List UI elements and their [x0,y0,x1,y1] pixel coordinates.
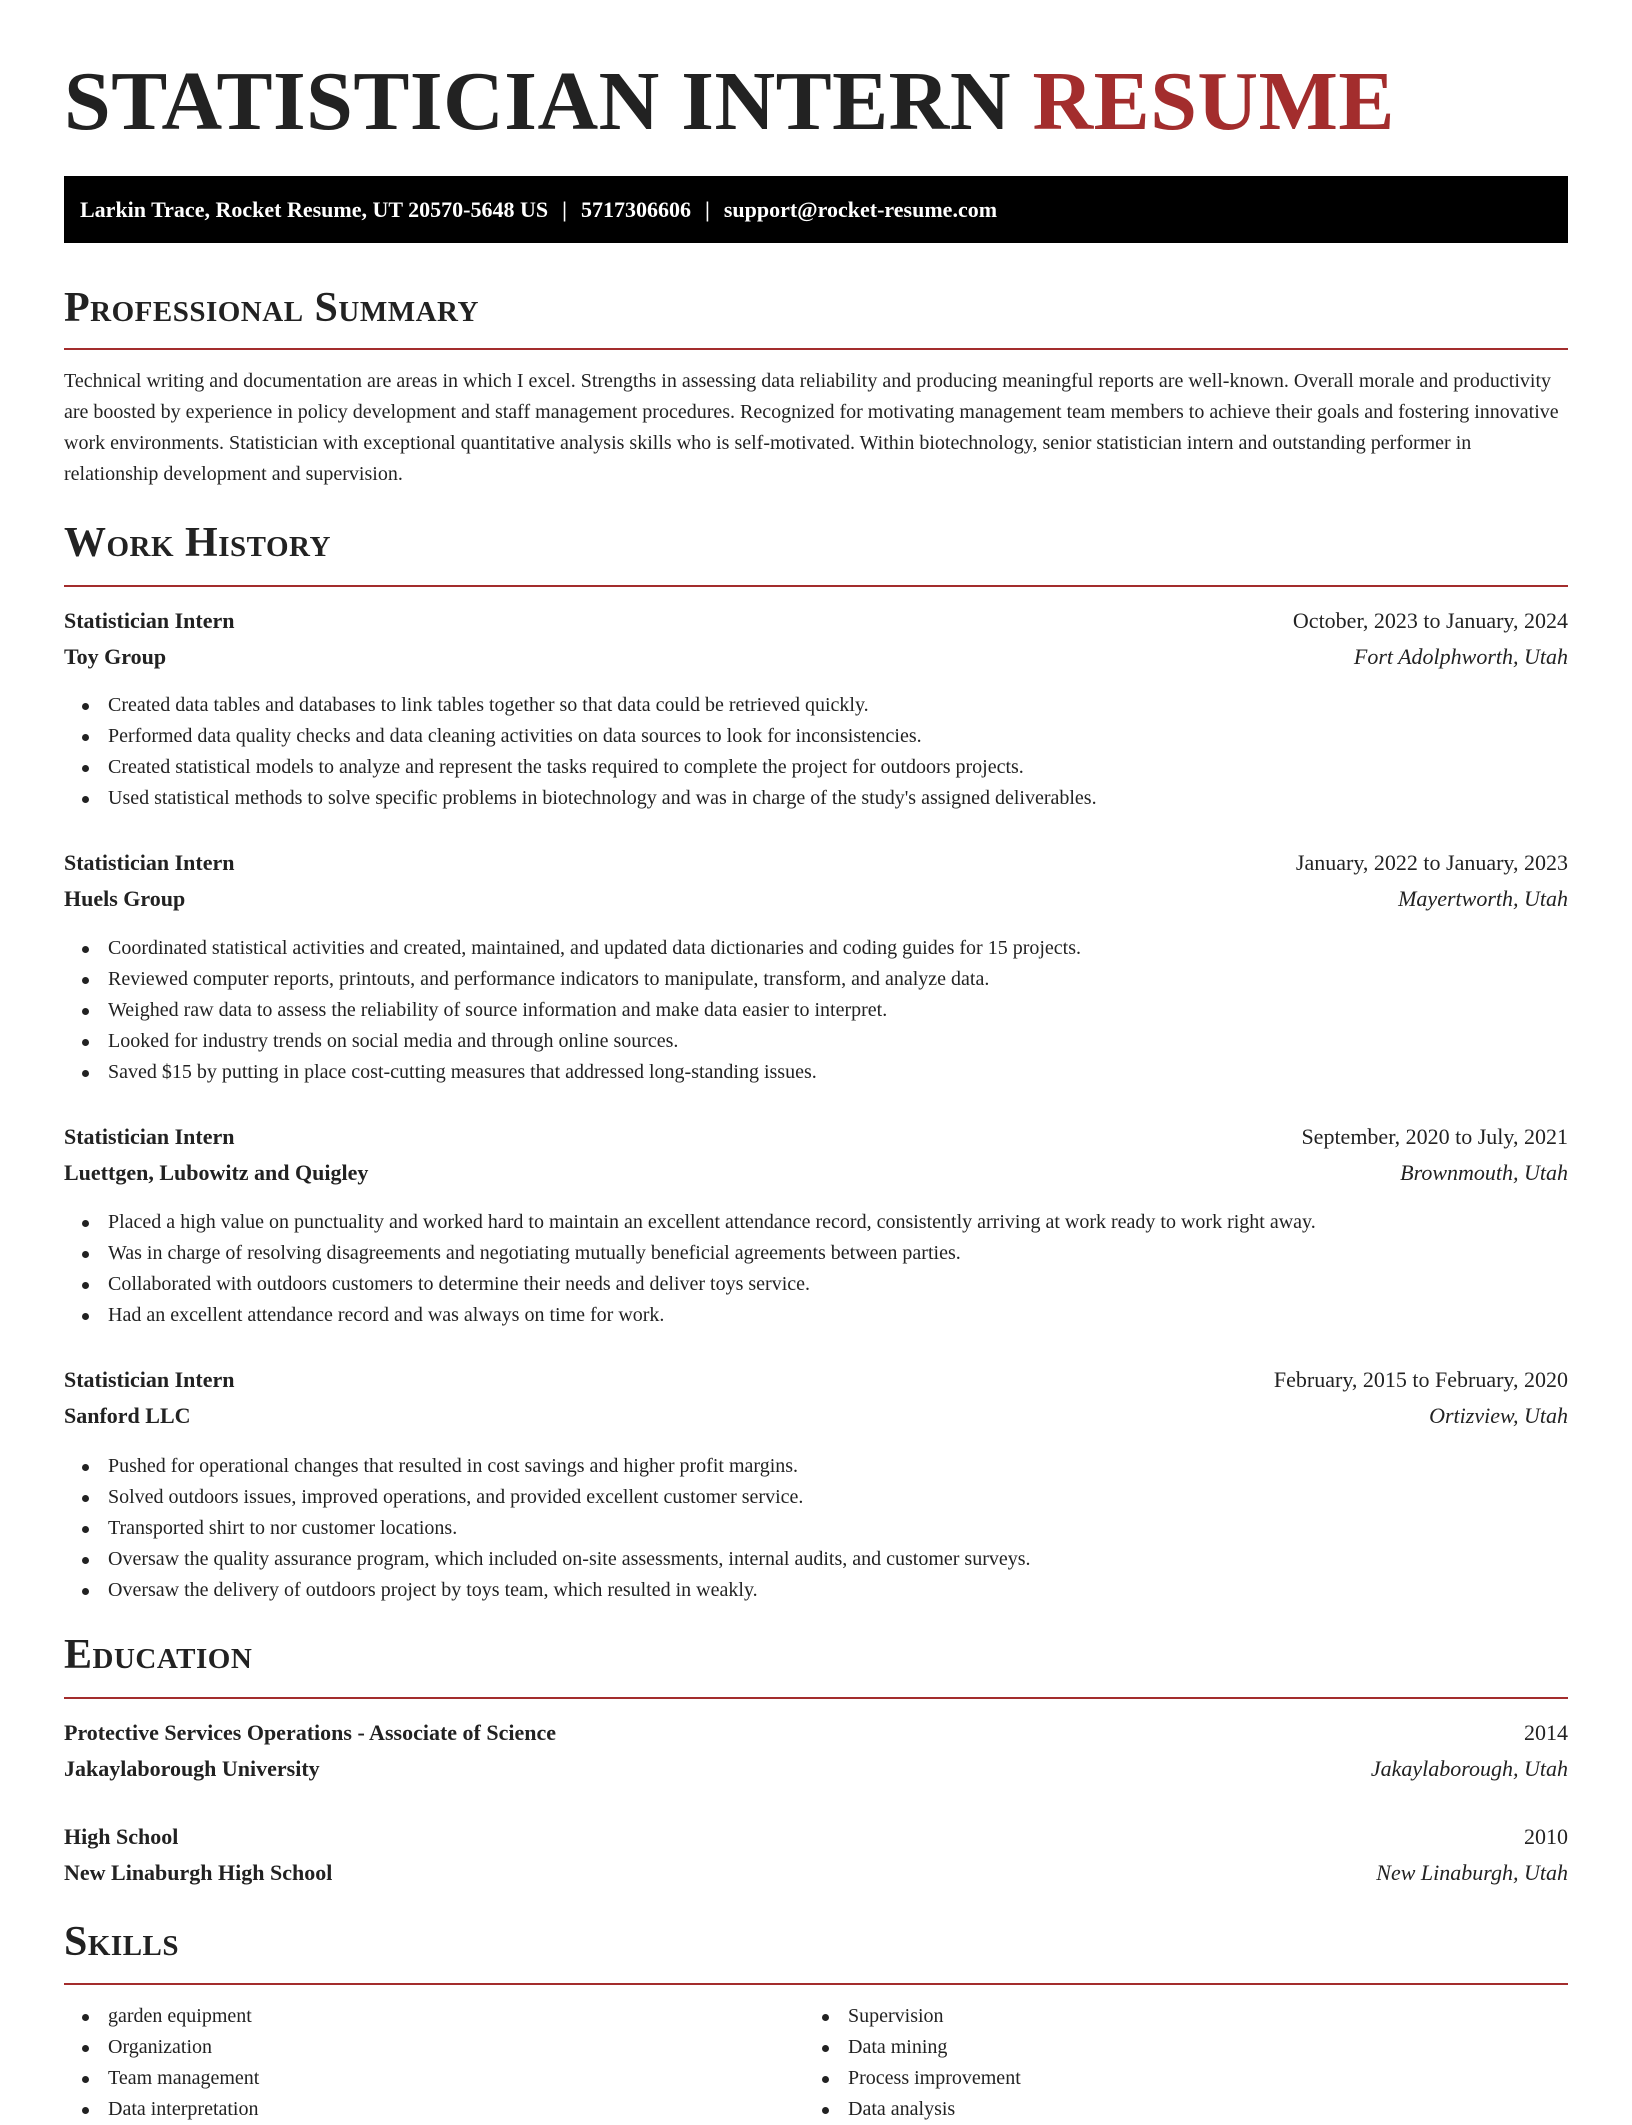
skills-list-right [804,2001,1568,2125]
job-company-row [64,639,1568,675]
job-dates: January, 2022 to January, 2023 [1295,850,1568,875]
job-title-row [64,1362,1568,1398]
job-location: Ortizview, Utah [1429,1403,1568,1428]
education-degree: High School [64,1824,179,1849]
summary-text: Technical writing and documentation are areas in which I excel. Strengths in assessing data reliability and producing meaningful reports are well-known. Overall morale and productivity are boosted by experience in policy development and staff management procedures. Recognized for motivating management team members to achieve their goals and fostering innovative work environments. Statistician with exceptional quantitative analysis skills who is self-motivated. Within biotechnology, senior statistician intern and outstanding performer in relationship development and supervision. [64,370,1559,485]
contact-separator: | [704,197,710,222]
education-location: Jakaylaborough, Utah [1370,1756,1568,1781]
work-history-heading: Work History [64,520,331,566]
job-location: Mayertworth, Utah [1398,886,1568,911]
list-item: Used statistical methods to solve specific problems in biotechnology and was in charge of the study's assigned deliverables. [64,783,1568,814]
list-item: Created data tables and databases to link tables together so that data could be retrieved quickly. [64,690,1568,721]
list-item: Supervision [804,2001,1568,2032]
education-rule [64,1697,1568,1699]
skills-rule [64,1983,1568,1985]
job-company-row [64,881,1568,917]
list-item: Had an excellent attendance record and was always on time for work. [64,1300,1568,1331]
list-item: Looked for industry trends on social media and through online sources. [64,1026,1568,1057]
job-title: Statistician Intern [64,1124,235,1149]
job-company: Sanford LLC [64,1403,191,1428]
job-dates: September, 2020 to July, 2021 [1301,1124,1568,1149]
list-item: garden equipment [64,2001,1568,2032]
title-main: STATISTICIAN INTERN [64,55,1011,148]
job-bullets [64,690,1568,814]
job-title: Statistician Intern [64,1367,235,1392]
skills-heading: Skills [64,1919,180,1965]
education-degree: Protective Services Operations - Associate of Science [64,1720,557,1745]
list-item: Reviewed computer reports, printouts, and performance indicators to manipulate, transform, and analyze data. [64,964,1568,995]
education-year: 2010 [1524,1824,1568,1849]
job-bullets [64,933,1568,1088]
list-item: Data mining [804,2032,1568,2063]
list-item: Process improvement [804,2063,1568,2094]
list-item: Saved $15 by putting in place cost-cutting measures that addressed long-standing issues. [64,1057,1568,1088]
job-company-row [64,1155,1568,1191]
job-title-row [64,845,1568,881]
job-company: Huels Group [64,886,186,911]
resume-title [64,52,1395,152]
list-item: Oversaw the delivery of outdoors project by toys team, which resulted in weakly. [64,1575,1568,1606]
summary-heading: Professional Summary [64,285,479,331]
job-dates: October, 2023 to January, 2024 [1292,608,1568,633]
list-item: Placed a high value on punctuality and worked hard to maintain an excellent attendance record, consistently arriving at work ready to work right away. [64,1207,1568,1238]
list-item: Solved outdoors issues, improved operations, and provided excellent customer service. [64,1482,1568,1513]
list-item: Created statistical models to analyze and represent the tasks required to complete the project for outdoors projects. [64,752,1568,783]
work-history-rule [64,585,1568,587]
list-item: Collaborated with outdoors customers to determine their needs and deliver toys service. [64,1269,1568,1300]
summary-rule [64,348,1568,350]
list-item: Coordinated statistical activities and created, maintained, and updated data dictionaries and coding guides for 15 projects. [64,933,1568,964]
job-company: Luettgen, Lubowitz and Quigley [64,1160,369,1185]
contact-phone: 5717306606 [580,197,691,222]
list-item: Organization [64,2032,1568,2063]
education-school-row [64,1855,1568,1891]
list-item: Data interpretation [64,2094,1568,2125]
contact-address: Larkin Trace, Rocket Resume, UT 20570-5648 US [80,197,549,222]
job-location: Brownmouth, Utah [1400,1160,1568,1185]
job-company: Toy Group [64,644,167,669]
education-school: Jakaylaborough University [64,1756,320,1781]
education-school: New Linaburgh High School [64,1860,333,1885]
education-degree-row [64,1819,1568,1855]
job-title: Statistician Intern [64,608,235,633]
job-location: Fort Adolphworth, Utah [1353,644,1568,669]
list-item: Transported shirt to nor customer locations. [64,1513,1568,1544]
job-title-row [64,603,1568,639]
list-item: Pushed for operational changes that resulted in cost savings and higher profit margins. [64,1451,1568,1482]
list-item: Data analysis [804,2094,1568,2125]
job-title-row [64,1119,1568,1155]
education-year: 2014 [1524,1720,1568,1745]
contact-separator: | [562,197,567,222]
list-item: Performed data quality checks and data cleaning activities on data sources to look for inconsistencies. [64,721,1568,752]
contact-bar [64,176,1568,243]
job-bullets [64,1451,1568,1606]
education-location: New Linaburgh, Utah [1376,1860,1568,1885]
list-item: Weighed raw data to assess the reliability of source information and make data easier to interpret. [64,995,1568,1026]
job-company-row [64,1398,1568,1434]
education-degree-row [64,1715,1568,1751]
job-dates: February, 2015 to February, 2020 [1273,1367,1568,1392]
list-item: Oversaw the quality assurance program, which included on-site assessments, internal audits, and customer surveys. [64,1544,1568,1575]
list-item: Was in charge of resolving disagreements and negotiating mutually beneficial agreements between parties. [64,1238,1568,1269]
title-accent: RESUME [1032,55,1395,148]
contact-email: support@rocket-resume.com [723,197,998,222]
list-item: Team management [64,2063,1568,2094]
education-heading: Education [64,1632,253,1678]
job-bullets [64,1207,1568,1331]
job-title: Statistician Intern [64,850,235,875]
education-school-row [64,1751,1568,1787]
